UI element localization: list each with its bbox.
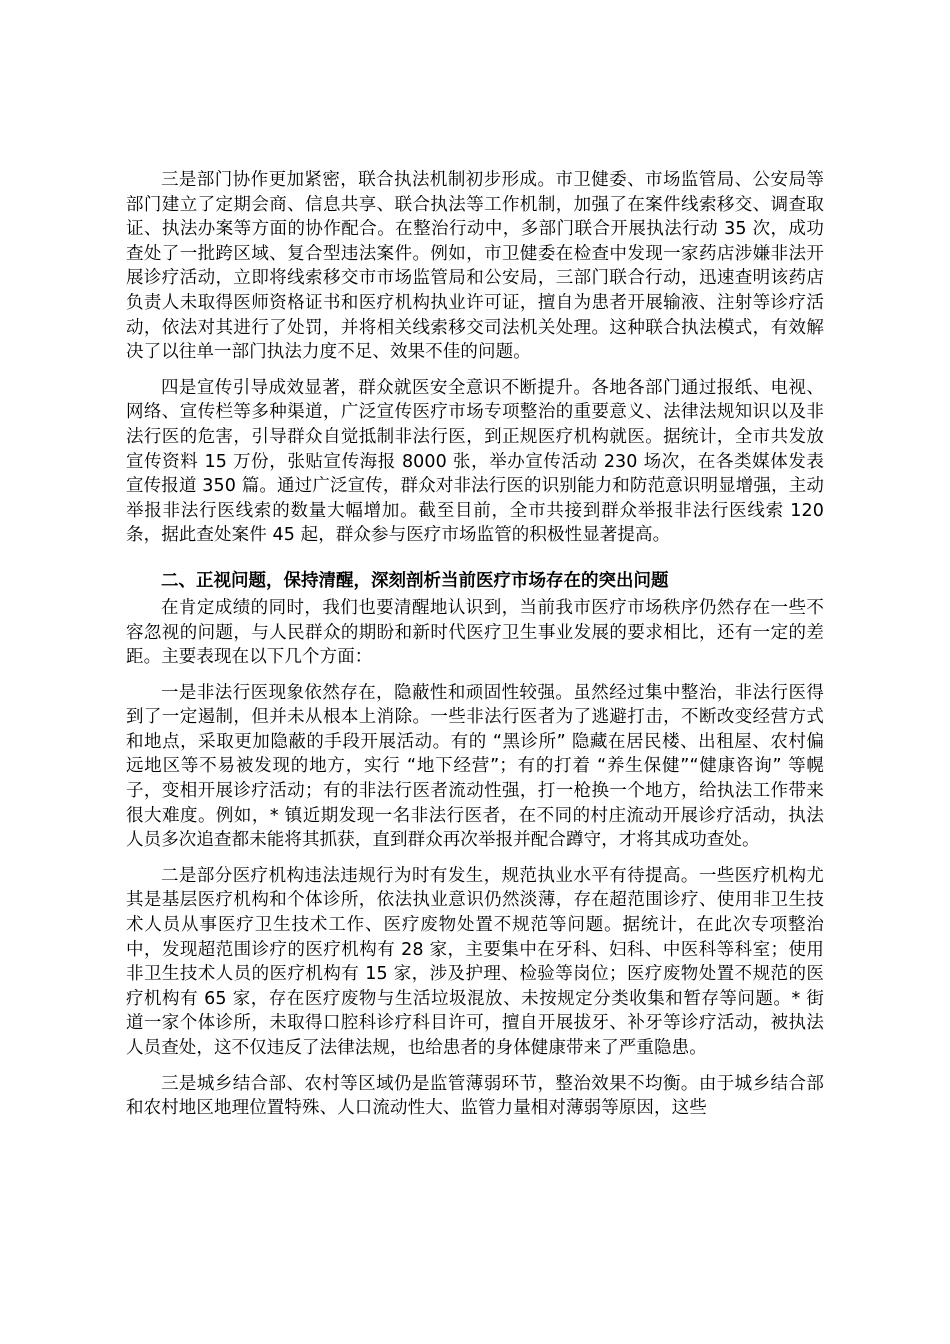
paragraph-rural-areas: 三是城乡结合部、农村等区域仍是监管薄弱环节，整治效果不均衡。由于城乡结合部和农村地区地理位置特殊、人口流动性大、监管力量相对薄弱等原因，这些 bbox=[126, 1073, 824, 1119]
paragraph-illegal-practice: 一是非法行医现象依然存在，隐蔽性和顽固性较强。虽然经过集中整治，非法行医得到了一定遏制，但并未从根本上消除。一些非法行医者为了逃避打击，不断改变经营方式和地点，采取更加隐蔽的手段开展活动。有的 “黑诊所” 隐藏在居民楼、出租屋、农村偏远地区等不易被发现的地方，实行 “地下经营”；有的打着 “养生保健”“健康咨询” 等幌子，变相开展诊疗活动；有的非法行医者流动性强，打一枪换一个地方，给执法工作带来很大难度。例如，* 镇近期发现一名非法行医者，在不同的村庄流动开展诊疗活动，执法人员多次追查都未能将其抓获，直到群众再次举报并配合蹲守，才将其成功查处。 bbox=[126, 682, 824, 851]
paragraph-violations: 二是部分医疗机构违法违规行为时有发生，规范执业水平有待提高。一些医疗机构尤其是基层医疗机构和个体诊所，依法执业意识仍然淡薄，存在超范围诊疗、使用非卫生技术人员从事医疗卫生技术工作、医疗废物处置不规范等问题。据统计，在此次专项整治中，发现超范围诊疗的医疗机构有 28 家，主要集中在牙科、妇科、中医科等科室；使用非卫生技术人员的医疗机构有 15 家，涉及护理、检验等岗位；医疗废物处置不规范的医疗机构有 65 家，存在医疗废物与生活垃圾混放、未按规定分类收集和暂存等问题。* 街道一家个体诊所，未取得口腔科诊疗科目许可，擅自开展拔牙、补牙等诊疗活动，被执法人员查处，这不仅违反了法律法规，也给患者的身体健康带来了严重隐患。 bbox=[126, 865, 824, 1058]
paragraph-intro-problems: 在肯定成绩的同时，我们也要清醒地认识到，当前我市医疗市场秩序仍然存在一些不容忽视的问题，与人民群众的期盼和新时代医疗卫生事业发展的要求相比，还有一定的差距。主要表现在以下几个方面： bbox=[126, 597, 824, 668]
document-page bbox=[126, 168, 824, 1121]
paragraph-cooperation: 三是部门协作更加紧密，联合执法机制初步形成。市卫健委、市场监管局、公安局等部门建立了定期会商、信息共享、联合执法等工作机制，加强了在案件线索移交、调查取证、执法办案等方面的协作配合。在整治行动中，多部门联合开展执法行动 35 次，成功查处了一批跨区域、复合型违法案件。例如，市卫健委在检查中发现一家药店涉嫌非法开展诊疗活动，立即将线索移交市市场监管局和公安局，三部门联合行动，迅速查明该药店负责人未取得医师资格证书和医疗机构执业许可证，擅自为患者开展输液、注射等诊疗活动，依法对其进行了处罚，并将相关线索移交司法机关处理。这种联合执法模式，有效解决了以往单一部门执法力度不足、效果不佳的问题。 bbox=[126, 170, 824, 363]
paragraph-publicity: 四是宣传引导成效显著，群众就医安全意识不断提升。各地各部门通过报纸、电视、网络、宣传栏等多种渠道，广泛宣传医疗市场专项整治的重要意义、法律法规知识以及非法行医的危害，引导群众自觉抵制非法行医，到正规医疗机构就医。据统计，全市共发放宣传资料 15 万份，张贴宣传海报 8000 张，举办宣传活动 230 场次，在各类媒体发表宣传报道 350 篇。通过广泛宣传，群众对非法行医的识别能力和防范意识明显增强，主动举报非法行医线索的数量大幅增加。截至目前，全市共接到群众举报非法行医线索 120 条，据此查处案件 45 起，群众参与医疗市场监管的积极性显著提高。 bbox=[126, 377, 824, 546]
section-heading-problems: 二、正视问题，保持清醒，深刻剖析当前医疗市场存在的突出问题 bbox=[161, 570, 669, 591]
